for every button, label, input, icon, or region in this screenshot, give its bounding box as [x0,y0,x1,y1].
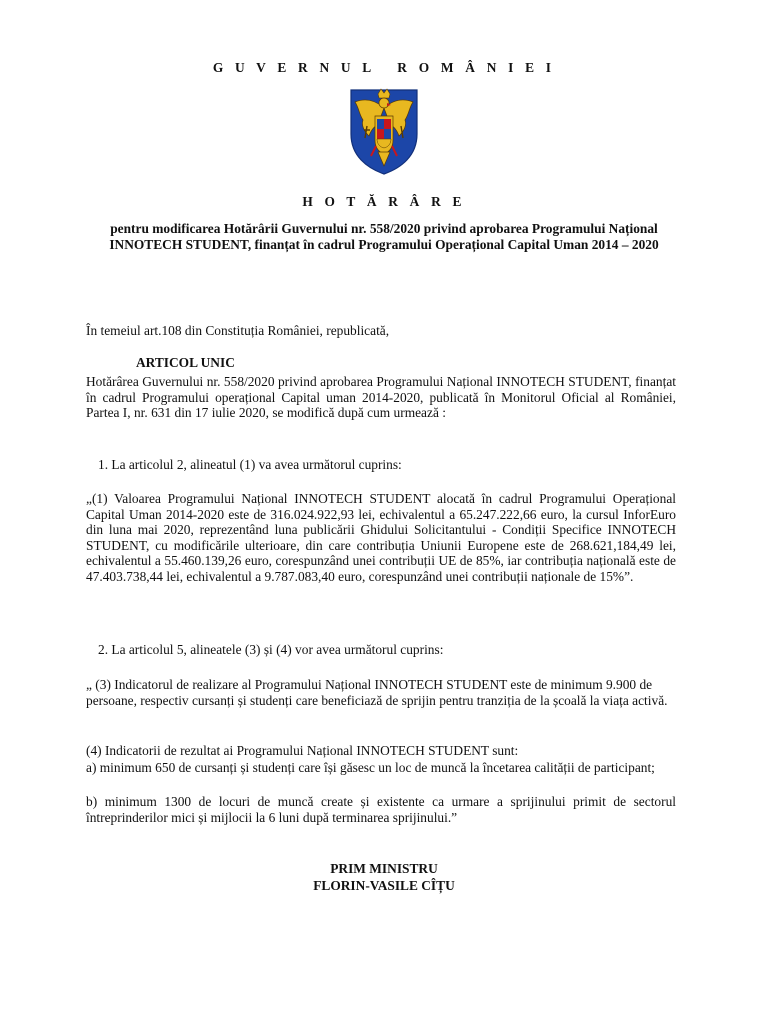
article-heading: ARTICOL UNIC [136,355,235,370]
point-2-paragraph-4-heading: (4) Indicatorii de rezultat ai Programului Național INNOTECH STUDENT sunt: [86,743,519,758]
signatory-title: PRIM MINISTRU [330,861,438,876]
government-title: G U V E R N U L R O M Â N I E I [212,60,556,75]
point-1-text: „(1) Valoarea Programului Național INNOTECH STUDENT alocată în cadrul Programului Operațional Capital Uman 2014-2020 este de 316.024.922,93 lei, echivalentul a 65.247.222,66 euro, la cursul InforEuro din luna mai 2020, reprezentând luna publicării Ghidului Solicitantului - Condiții Specifice INNOTECH STUDENT, cu modificările ulterioare, din care contribuția Uniunii Europene este de 268.621,184,49 lei, echivalentul a 55.460.139,26 euro, corespunzând unei contribuții UE de 85%, iar contribuția națională este de 47.403.738,44 lei, echivalentul a 9.787.083,40 euro, corespunzând unei contribuții naționale de 15%”. [86,491,676,584]
coat-of-arms-icon [345,86,423,176]
point-2-item-b: b) minimum 1300 de locuri de muncă create și existente ca urmare a sprijinului primit de sectorul întreprinderilor mici și mijlocii la 6 luni după terminarea sprijinului.” [86,794,676,825]
point-2-paragraph-3: „ (3) Indicatorul de realizare al Programului Național INNOTECH STUDENT este de minimum 9.900 de persoane, respectiv cursanți și studenți care beneficiază de sprijin pentru tranziția de la școală la viața activă. [86,677,668,708]
decision-title: H O T Ă R Â R E [302,194,466,209]
decision-subtitle: pentru modificarea Hotărârii Guvernului nr. 558/2020 privind aprobarea Programului Național INNOTECH STUDENT, finanțat în cadrul Programului Operațional Capital Uman 2014 – 2020 [109,221,659,252]
legal-basis: În temeiul art.108 din Constituția României, republicată, [86,323,390,338]
point-2-heading: 2. La articolul 5, alineatele (3) și (4) vor avea următorul cuprins: [98,642,444,657]
point-1-heading: 1. La articolul 2, alineatul (1) va avea următorul cuprins: [98,457,402,472]
signatory-name: FLORIN-VASILE CÎȚU [313,878,455,893]
point-2-item-a: a) minimum 650 de cursanți și studenți care își găsesc un loc de muncă la încetarea calității de participant; [86,760,655,775]
article-intro: Hotărârea Guvernului nr. 558/2020 privind aprobarea Programului Național INNOTECH STUDENT, finanțat în cadrul Programului operațional Capital uman 2014-2020, publicată în Monitorul Oficial al României, Partea I, nr. 631 din 17 iulie 2020, se modifică după cum urmează : [86,374,676,421]
